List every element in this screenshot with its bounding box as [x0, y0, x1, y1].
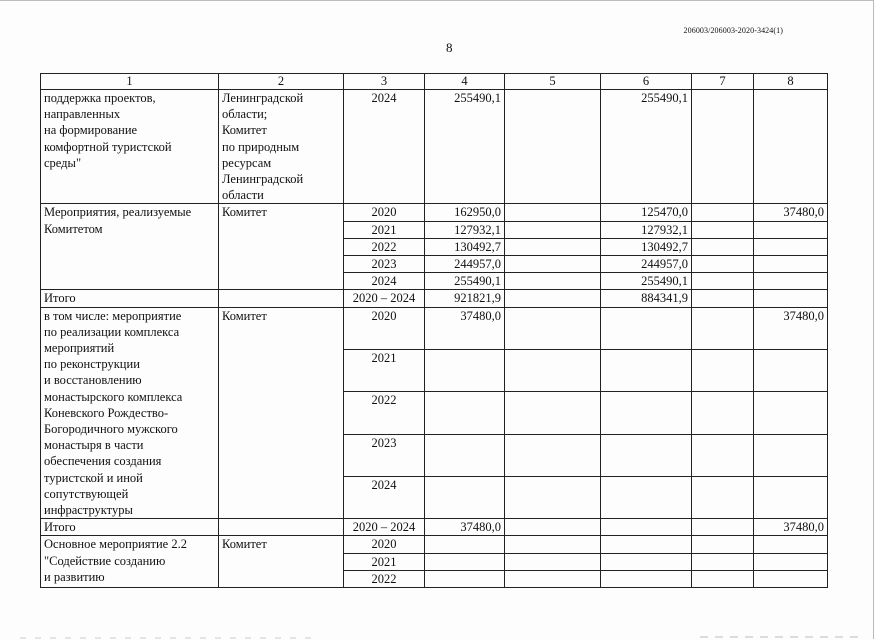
- row-name-line: Итого: [44, 291, 76, 306]
- col4-value: [425, 434, 505, 476]
- col5-value: [505, 90, 601, 204]
- col8-value: [754, 256, 828, 273]
- table-row: [41, 307, 828, 349]
- col-header-6: 6: [601, 74, 692, 90]
- col7-value: [692, 256, 754, 273]
- row-name-line: Мероприятия, реализуемые: [44, 205, 192, 220]
- col8-value: [754, 273, 828, 290]
- col4-value: 37480,0: [425, 519, 505, 536]
- executor-cell: [219, 290, 344, 307]
- row-name-cell: [41, 204, 219, 290]
- col8-value: [754, 570, 828, 587]
- col5-value: [505, 349, 601, 391]
- col-header-5: 5: [505, 74, 601, 90]
- year-cell: 2024: [344, 476, 425, 518]
- col6-value: [601, 553, 692, 570]
- col7-value: [692, 307, 754, 349]
- executor-line: Ленинградской: [222, 91, 304, 105]
- col5-value: [505, 570, 601, 587]
- row-name-cell: [41, 290, 219, 307]
- col4-value: [425, 553, 505, 570]
- row-name-line: Комитетом: [44, 221, 103, 236]
- document-id: 206003/206003-2020-3424(1): [683, 26, 783, 35]
- col5-value: [505, 273, 601, 290]
- scan-edge-noise: [0, 632, 875, 640]
- col5-value: [505, 238, 601, 255]
- col6-value: 884341,9: [601, 290, 692, 307]
- row-name-cell: [41, 519, 219, 536]
- executor-cell: [219, 90, 344, 204]
- table-row: [41, 519, 828, 536]
- col6-value: [601, 307, 692, 349]
- row-name-line: туристской и иной: [44, 470, 143, 485]
- col8-value: [754, 290, 828, 307]
- year-cell: 2021: [344, 553, 425, 570]
- col-header-7: 7: [692, 74, 754, 90]
- col-header-1: 1: [41, 74, 219, 90]
- year-cell: 2020: [344, 307, 425, 349]
- col7-value: [692, 221, 754, 238]
- col8-value: [754, 349, 828, 391]
- executor-cell: [219, 519, 344, 536]
- col5-value: [505, 204, 601, 221]
- col4-value: 162950,0: [425, 204, 505, 221]
- col7-value: [692, 434, 754, 476]
- row-name-line: Основное мероприятие 2.2: [44, 537, 187, 552]
- col8-value: 37480,0: [754, 519, 828, 536]
- row-name-line: по реализации комплекса: [44, 324, 180, 339]
- col7-value: [692, 519, 754, 536]
- col4-value: 244957,0: [425, 256, 505, 273]
- col4-value: [425, 570, 505, 587]
- col4-value: [425, 536, 505, 553]
- col4-value: [425, 392, 505, 434]
- col6-value: [601, 519, 692, 536]
- col8-value: [754, 392, 828, 434]
- col5-value: [505, 290, 601, 307]
- col8-value: [754, 553, 828, 570]
- table-row: [41, 90, 828, 204]
- col8-value: [754, 90, 828, 204]
- year-cell: 2022: [344, 570, 425, 587]
- year-cell: 2020 – 2024: [344, 519, 425, 536]
- row-name-line: "Содействие созданию: [44, 553, 166, 568]
- year-cell: 2022: [344, 392, 425, 434]
- col6-value: [601, 476, 692, 518]
- col4-value: 255490,1: [425, 90, 505, 204]
- col-header-2: 2: [219, 74, 344, 90]
- row-name-line: среды": [44, 155, 82, 170]
- year-cell: 2024: [344, 90, 425, 204]
- col6-value: 244957,0: [601, 256, 692, 273]
- row-name-line: по реконструкции: [44, 357, 140, 372]
- col7-value: [692, 204, 754, 221]
- col7-value: [692, 392, 754, 434]
- executor-line: ресурсам: [222, 155, 272, 170]
- col5-value: [505, 307, 601, 349]
- executor-line: по природным: [222, 139, 300, 154]
- col4-value: [425, 349, 505, 391]
- col-header-3: 3: [344, 74, 425, 90]
- year-cell: 2021: [344, 221, 425, 238]
- row-name-cell: [41, 536, 219, 588]
- executor-line: Комитет: [222, 123, 267, 138]
- col4-value: 255490,1: [425, 273, 505, 290]
- year-cell: 2024: [344, 273, 425, 290]
- table-row: [41, 204, 828, 221]
- row-name-line: сопутствующей: [44, 486, 129, 501]
- year-cell: 2023: [344, 256, 425, 273]
- col5-value: [505, 256, 601, 273]
- col6-value: [601, 392, 692, 434]
- year-cell: 2023: [344, 434, 425, 476]
- col4-value: 127932,1: [425, 221, 505, 238]
- col-header-8: 8: [754, 74, 828, 90]
- budget-table: [40, 73, 828, 588]
- col6-value: [601, 536, 692, 553]
- row-name-cell: [41, 90, 219, 204]
- header-row: [41, 74, 828, 90]
- executor-line: области;: [222, 107, 268, 122]
- col5-value: [505, 536, 601, 553]
- col6-value: 255490,1: [601, 90, 692, 204]
- col5-value: [505, 553, 601, 570]
- col6-value: [601, 349, 692, 391]
- col7-value: [692, 570, 754, 587]
- col6-value: 255490,1: [601, 273, 692, 290]
- col7-value: [692, 238, 754, 255]
- col8-value: [754, 434, 828, 476]
- col6-value: 125470,0: [601, 204, 692, 221]
- table-row: [41, 290, 828, 307]
- row-name-line: обеспечения создания: [44, 454, 162, 469]
- row-name-line: монастыря в части: [44, 438, 144, 453]
- row-name-line: в том числе: мероприятие: [44, 308, 182, 323]
- col8-value: [754, 238, 828, 255]
- year-cell: 2020: [344, 536, 425, 553]
- executor-line: области: [222, 188, 264, 203]
- col6-value: [601, 434, 692, 476]
- col7-value: [692, 290, 754, 307]
- executor-cell: [219, 307, 344, 519]
- executor-line: Комитет: [222, 308, 267, 323]
- col4-value: 130492,7: [425, 238, 505, 255]
- executor-cell: [219, 204, 344, 290]
- col6-value: 127932,1: [601, 221, 692, 238]
- row-name-line: Итого: [44, 520, 76, 535]
- col7-value: [692, 273, 754, 290]
- executor-line: Ленинградской: [222, 172, 304, 187]
- executor-cell: [219, 536, 344, 588]
- col8-value: [754, 476, 828, 518]
- col7-value: [692, 476, 754, 518]
- col5-value: [505, 434, 601, 476]
- year-cell: 2021: [344, 349, 425, 391]
- row-name-line: на формирование: [44, 123, 138, 138]
- col8-value: 37480,0: [754, 307, 828, 349]
- col6-value: 130492,7: [601, 238, 692, 255]
- row-name-line: и развитию: [44, 569, 105, 584]
- row-name-line: комфортной туристской: [44, 139, 172, 154]
- executor-line: Комитет: [222, 537, 267, 552]
- row-name-cell: [41, 307, 219, 519]
- row-name-line: и восстановлению: [44, 373, 142, 388]
- year-cell: 2020: [344, 204, 425, 221]
- row-name-line: монастырского комплекса: [44, 389, 183, 404]
- year-cell: 2022: [344, 238, 425, 255]
- col5-value: [505, 392, 601, 434]
- col7-value: [692, 349, 754, 391]
- col4-value: [425, 476, 505, 518]
- col7-value: [692, 553, 754, 570]
- col5-value: [505, 476, 601, 518]
- row-name-line: мероприятий: [44, 341, 115, 356]
- col4-value: 921821,9: [425, 290, 505, 307]
- table-row: [41, 536, 828, 553]
- col7-value: [692, 536, 754, 553]
- row-name-line: поддержка проектов,: [44, 91, 156, 105]
- col8-value: [754, 221, 828, 238]
- col4-value: 37480,0: [425, 307, 505, 349]
- executor-line: Комитет: [222, 205, 267, 220]
- year-cell: 2020 – 2024: [344, 290, 425, 307]
- col6-value: [601, 570, 692, 587]
- col5-value: [505, 221, 601, 238]
- col7-value: [692, 90, 754, 204]
- col5-value: [505, 519, 601, 536]
- row-name-line: направленных: [44, 107, 121, 122]
- col-header-4: 4: [425, 74, 505, 90]
- col8-value: 37480,0: [754, 204, 828, 221]
- row-name-line: инфраструктуры: [44, 503, 133, 518]
- row-name-line: Коневского Рождество-: [44, 405, 169, 420]
- row-name-line: Богородичного мужского: [44, 422, 178, 437]
- page-number: 8: [446, 40, 453, 55]
- col8-value: [754, 536, 828, 553]
